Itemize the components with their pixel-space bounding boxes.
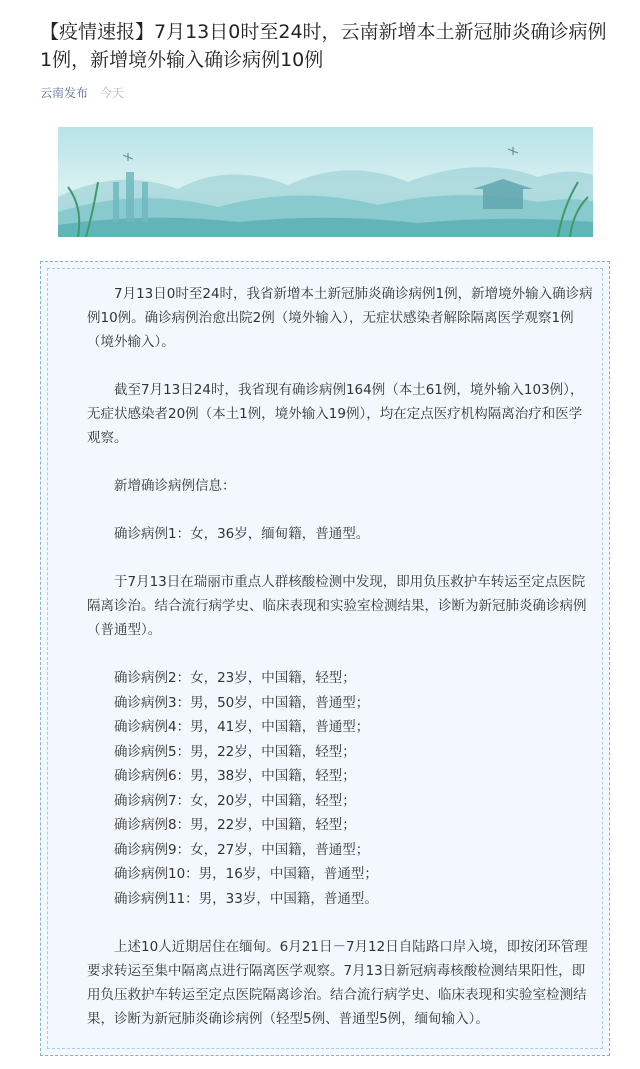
article-title: 【疫情速报】7月13日0时至24时，云南新增本土新冠肺炎确诊病例1例，新增境外输入确诊病例10例: [40, 21, 607, 71]
account-name-link[interactable]: 云南发布: [40, 86, 89, 100]
header-banner-image: [58, 127, 593, 237]
paragraph-case-1-detail: 于7月13日在瑞丽市重点人群核酸检测中发现，即用负压救护车转运至定点医院隔离诊治。结合流行病学史、临床表现和实验室检测结果，诊断为新冠肺炎确诊病例（普通型）。: [87, 574, 587, 638]
case-list-item: 确诊病例9：女，27岁，中国籍，普通型；: [114, 841, 370, 858]
article-content-box: [40, 261, 610, 1056]
paragraph-current-cases: 截至7月13日24时，我省现有确诊病例164例（本土61例，境外输入103例），无症状感染者20例（本土1例，境外输入19例），均在定点医疗机构隔离治疗和医学观察。: [87, 382, 584, 446]
case-list-item: 确诊病例7：女，20岁，中国籍，轻型；: [114, 792, 356, 809]
case-list-item: 确诊病例4：男，41岁，中国籍，普通型；: [114, 719, 370, 735]
case-list: [87, 666, 593, 911]
paragraph-new-cases-heading: 新增确诊病例信息：: [114, 478, 236, 494]
case-list-item: 确诊病例8：男，22岁，中国籍，轻型；: [114, 817, 356, 833]
article-meta: [40, 84, 124, 102]
case-list-item: 确诊病例10：男，16岁，中国籍，普通型；: [114, 866, 378, 882]
article-body: [87, 282, 593, 1055]
case-list-item: 确诊病例2：女，23岁，中国籍，轻型；: [114, 670, 356, 686]
publish-date: 今天: [99, 86, 124, 100]
case-list-item: 确诊病例11：男，33岁，中国籍，普通型。: [114, 890, 378, 907]
case-list-item: 确诊病例6：男，38岁，中国籍，轻型；: [114, 768, 356, 784]
paragraph-summary: 7月13日0时至24时，我省新增本土新冠肺炎确诊病例1例，新增境外输入确诊病例10例。确诊病例治愈出院2例（境外输入），无症状感染者解除隔离医学观察1例（境外输入）。: [87, 286, 593, 350]
case-list-item: 确诊病例3：男，50岁，中国籍，普通型；: [114, 694, 370, 711]
paragraph-imported-cases-detail: 上述10人近期居住在缅甸。6月21日－7月12日自陆路口岸入境，即按闭环管理要求转运至集中隔离点进行隔离医学观察。7月13日新冠病毒核酸检测结果阳性，即用负压救护车转运至定点医院隔离诊治。结合流行病学史、临床表现和实验室检测结果，诊断为新冠肺炎确诊病例（轻型5例、普通型5例，缅甸输入）。: [87, 939, 588, 1027]
case-list-item: 确诊病例5：男，22岁，中国籍，轻型；: [114, 743, 356, 760]
paragraph-case-1: 确诊病例1：女，36岁，缅甸籍，普通型。: [114, 526, 370, 542]
